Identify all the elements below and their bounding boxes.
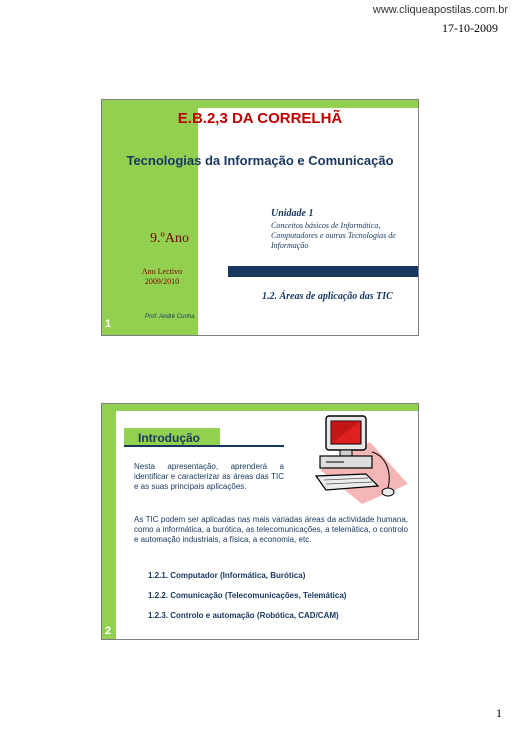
mouse [382,488,394,496]
heading-underline [124,445,284,447]
navy-divider-bar [228,266,418,277]
page-number: 1 [496,706,502,720]
unit-title: Unidade 1 [271,208,314,219]
monitor-stand [340,450,352,456]
unit-description: Conceitos básicos de Informática, Computadores e outras Tecnologias de Informação [271,221,396,250]
green-top-bar [198,100,418,108]
grade-label: 9.ºAno [150,231,189,246]
school-year [132,267,192,287]
green-side-panel [102,100,198,335]
green-side-panel [102,404,116,639]
slide-1 [101,99,419,336]
school-year-value: 2009/2010 [144,277,180,286]
school-year-label: Ano Lectivo [141,267,183,276]
green-top-bar [116,404,418,411]
pink-backdrop [320,442,408,504]
course-subtitle: Tecnologias da Informação e Comunicação [126,153,394,168]
school-title: E.B.2,3 DA CORRELHÃ [177,110,343,127]
topic-item: 1.2.2. Comunicação (Telecomunicações, Telemática) [148,591,347,600]
topic-item: 1.2.3. Controlo e automação (Robótica, CAD/CAM) [148,611,339,620]
slide-2 [101,403,419,640]
intro-paragraph: Nesta apresentação, aprenderá a identificar e caracterizar as áreas das TIC e as suas principais aplicações. [134,462,284,491]
computer-icon [300,412,410,504]
site-watermark: www.cliqueapostilas.com.br [372,4,508,16]
print-date: 17-10-2009 [442,21,498,35]
slide-number: 2 [105,625,112,637]
slide-number: 1 [105,318,112,330]
topic-item: 1.2.1. Computador (Informática, Burótica) [148,571,306,580]
areas-paragraph: As TIC podem ser aplicadas nas mais variadas áreas da actividade humana, como a informática, a burótica, as telecomunicações, a telemática, o controlo e automação industriais, a física, a economia, etc. [134,515,408,544]
slide-heading: Introdução [138,431,200,445]
author-name: Prof. André Cunha [145,314,195,320]
section-title: 1.2. Áreas de aplicação das TIC [262,291,393,302]
